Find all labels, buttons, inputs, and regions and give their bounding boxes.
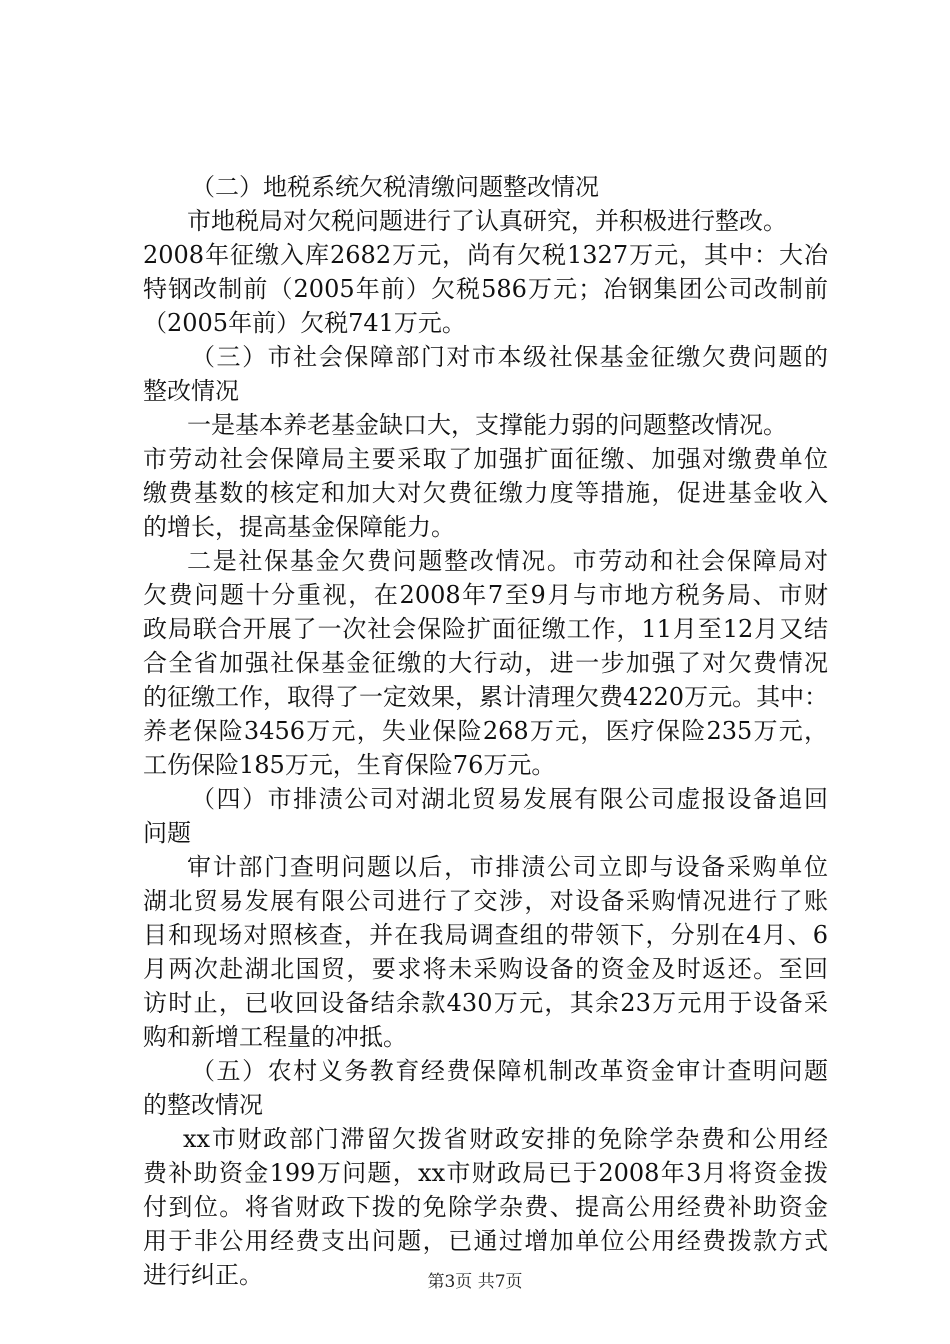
text-line: （2005年前）欠税741万元。: [143, 309, 466, 337]
text-line: 湖北贸易发展有限公司进行了交涉，对设备采购情况进行了账: [143, 887, 828, 915]
page-footer: 第3页 共7页: [427, 1272, 523, 1292]
text-line: 的增长，提高基金保障能力。: [143, 513, 455, 541]
text-line: 用于非公用经费支出问题，已通过增加单位公用经费拨款方式: [143, 1227, 828, 1255]
text-line: 目和现场对照核查，并在我局调查组的带领下，分别在4月、6: [143, 921, 828, 949]
text-line: 缴费基数的核定和加大对欠费征缴力度等措施，促进基金收入: [143, 479, 828, 507]
text-line: （三）市社会保障部门对市本级社保基金征缴欠费问题的: [191, 343, 828, 371]
text-line: 合全省加强社保基金征缴的大行动，进一步加强了对欠费情况: [143, 649, 828, 677]
text-line: 市劳动社会保障局主要采取了加强扩面征缴、加强对缴费单位: [143, 445, 828, 473]
text-line: （二）地税系统欠税清缴问题整改情况: [191, 173, 599, 201]
document-body: [143, 170, 828, 1292]
text-line: 整改情况: [143, 377, 239, 405]
text-line: 购和新增工程量的冲抵。: [143, 1023, 407, 1051]
text-line: 问题: [143, 819, 191, 847]
text-line: xx市财政部门滞留欠拨省财政安排的免除学杂费和公用经: [183, 1125, 828, 1153]
text-line: 审计部门查明问题以后，市排渍公司立即与设备采购单位: [187, 853, 828, 881]
text-line: 付到位。将省财政下拨的免除学杂费、提高公用经费补助资金: [143, 1193, 828, 1221]
text-line: 月两次赴湖北国贸，要求将未采购设备的资金及时返还。至回: [143, 955, 828, 983]
text-line: 政局联合开展了一次社会保险扩面征缴工作，11月至12月又结: [143, 615, 828, 643]
text-line: （五）农村义务教育经费保障机制改革资金审计查明问题: [191, 1057, 828, 1085]
text-line: （四）市排渍公司对湖北贸易发展有限公司虚报设备追回: [191, 785, 828, 813]
text-line: 市地税局对欠税问题进行了认真研究，并积极进行整改。: [187, 207, 787, 235]
text-line: 一是基本养老基金缺口大，支撑能力弱的问题整改情况。: [187, 411, 787, 439]
text-line: 访时止，已收回设备结余款430万元，其余23万元用于设备采: [143, 989, 828, 1017]
text-line: 二是社保基金欠费问题整改情况。市劳动和社会保障局对: [187, 547, 828, 575]
text-line: 工伤保险185万元，生育保险76万元。: [143, 751, 556, 779]
text-line: 的整改情况: [143, 1091, 263, 1119]
text-line: 的征缴工作，取得了一定效果，累计清理欠费4220万元。其中：: [143, 683, 829, 711]
text-line: 养老保险3456万元，失业保险268万元，医疗保险235万元，: [143, 717, 828, 745]
text-line: 2008年征缴入库2682万元，尚有欠税1327万元，其中：大冶: [143, 241, 828, 269]
text-line: 特钢改制前（2005年前）欠税586万元；冶钢集团公司改制前: [143, 275, 828, 303]
text-line: 费补助资金199万问题，xx市财政局已于2008年3月将资金拨: [143, 1159, 828, 1187]
text-line: 欠费问题十分重视，在2008年7至9月与市地方税务局、市财: [143, 581, 828, 609]
text-line: 进行纠正。: [143, 1261, 263, 1289]
